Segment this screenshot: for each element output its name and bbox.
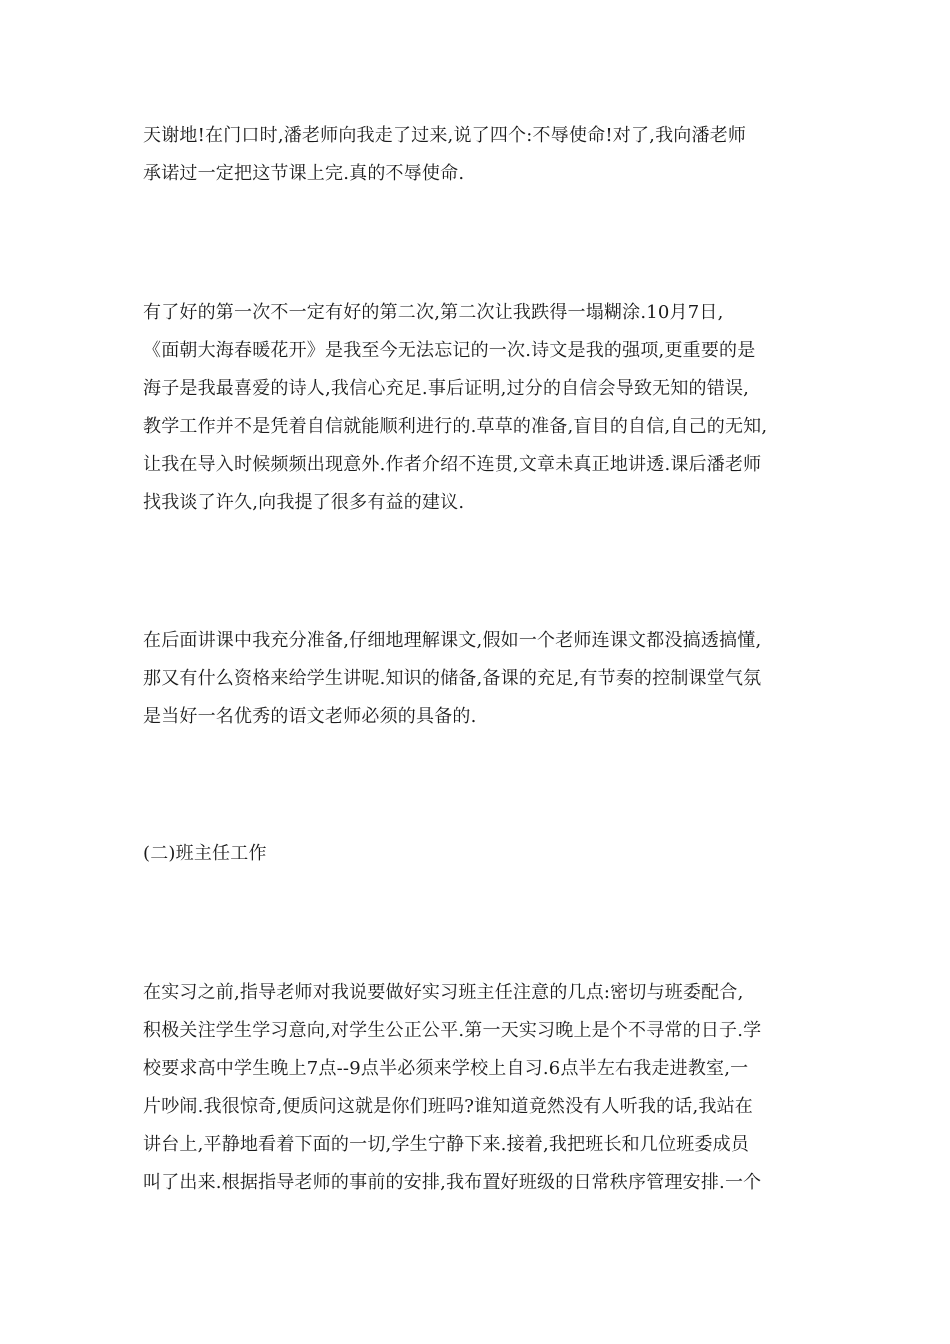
paragraph-line: 片吵闹.我很惊奇,便质问这就是你们班吗?谁知道竟然没有人听我的话,我站在	[143, 1096, 754, 1117]
paragraph-line: 天谢地!在门口时,潘老师向我走了过来,说了四个:不辱使命!对了,我向潘老师	[143, 125, 747, 146]
section-heading: (二)班主任工作	[143, 843, 267, 864]
paragraph-line: 讲台上,平静地看着下面的一切,学生宁静下来.接着,我把班长和几位班委成员	[143, 1134, 750, 1155]
paragraph-line: 找我谈了许久,向我提了很多有益的建议.	[143, 492, 465, 513]
paragraph-line: 在实习之前,指导老师对我说要做好实习班主任注意的几点:密切与班委配合,	[143, 982, 744, 1003]
paragraph-line: 海子是我最喜爱的诗人,我信心充足.事后证明,过分的自信会导致无知的错误,	[143, 378, 750, 399]
paragraph-line: 《面朝大海春暖花开》是我至今无法忘记的一次.诗文是我的强项,更重要的是	[143, 340, 756, 361]
paragraph-line: 在后面讲课中我充分准备,仔细地理解课文,假如一个老师连课文都没搞透搞懂,	[143, 630, 762, 651]
paragraph-line: 有了好的第一次不一定有好的第二次,第二次让我跌得一塌糊涂.10月7日,	[143, 302, 724, 323]
paragraph-line: 教学工作并不是凭着自信就能顺利进行的.草草的准备,盲目的自信,自己的无知,	[143, 416, 768, 437]
paragraph-line: 让我在导入时候频频出现意外.作者介绍不连贯,文章未真正地讲透.课后潘老师	[143, 454, 762, 475]
paragraph-line: 积极关注学生学习意向,对学生公正公平.第一天实习晚上是个不寻常的日子.学	[143, 1020, 762, 1041]
paragraph-line: 承诺过一定把这节课上完.真的不辱使命.	[143, 163, 465, 184]
paragraph-line: 叫了出来.根据指导老师的事前的安排,我布置好班级的日常秩序管理安排.一个	[143, 1172, 762, 1193]
paragraph-line: 是当好一名优秀的语文老师必须的具备的.	[143, 706, 477, 727]
paragraph-line: 校要求高中学生晚上7点--9点半必须来学校上自习.6点半左右我走进教室,一	[143, 1058, 749, 1079]
paragraph-line: 那又有什么资格来给学生讲呢.知识的储备,备课的充足,有节奏的控制课堂气氛	[143, 668, 762, 689]
